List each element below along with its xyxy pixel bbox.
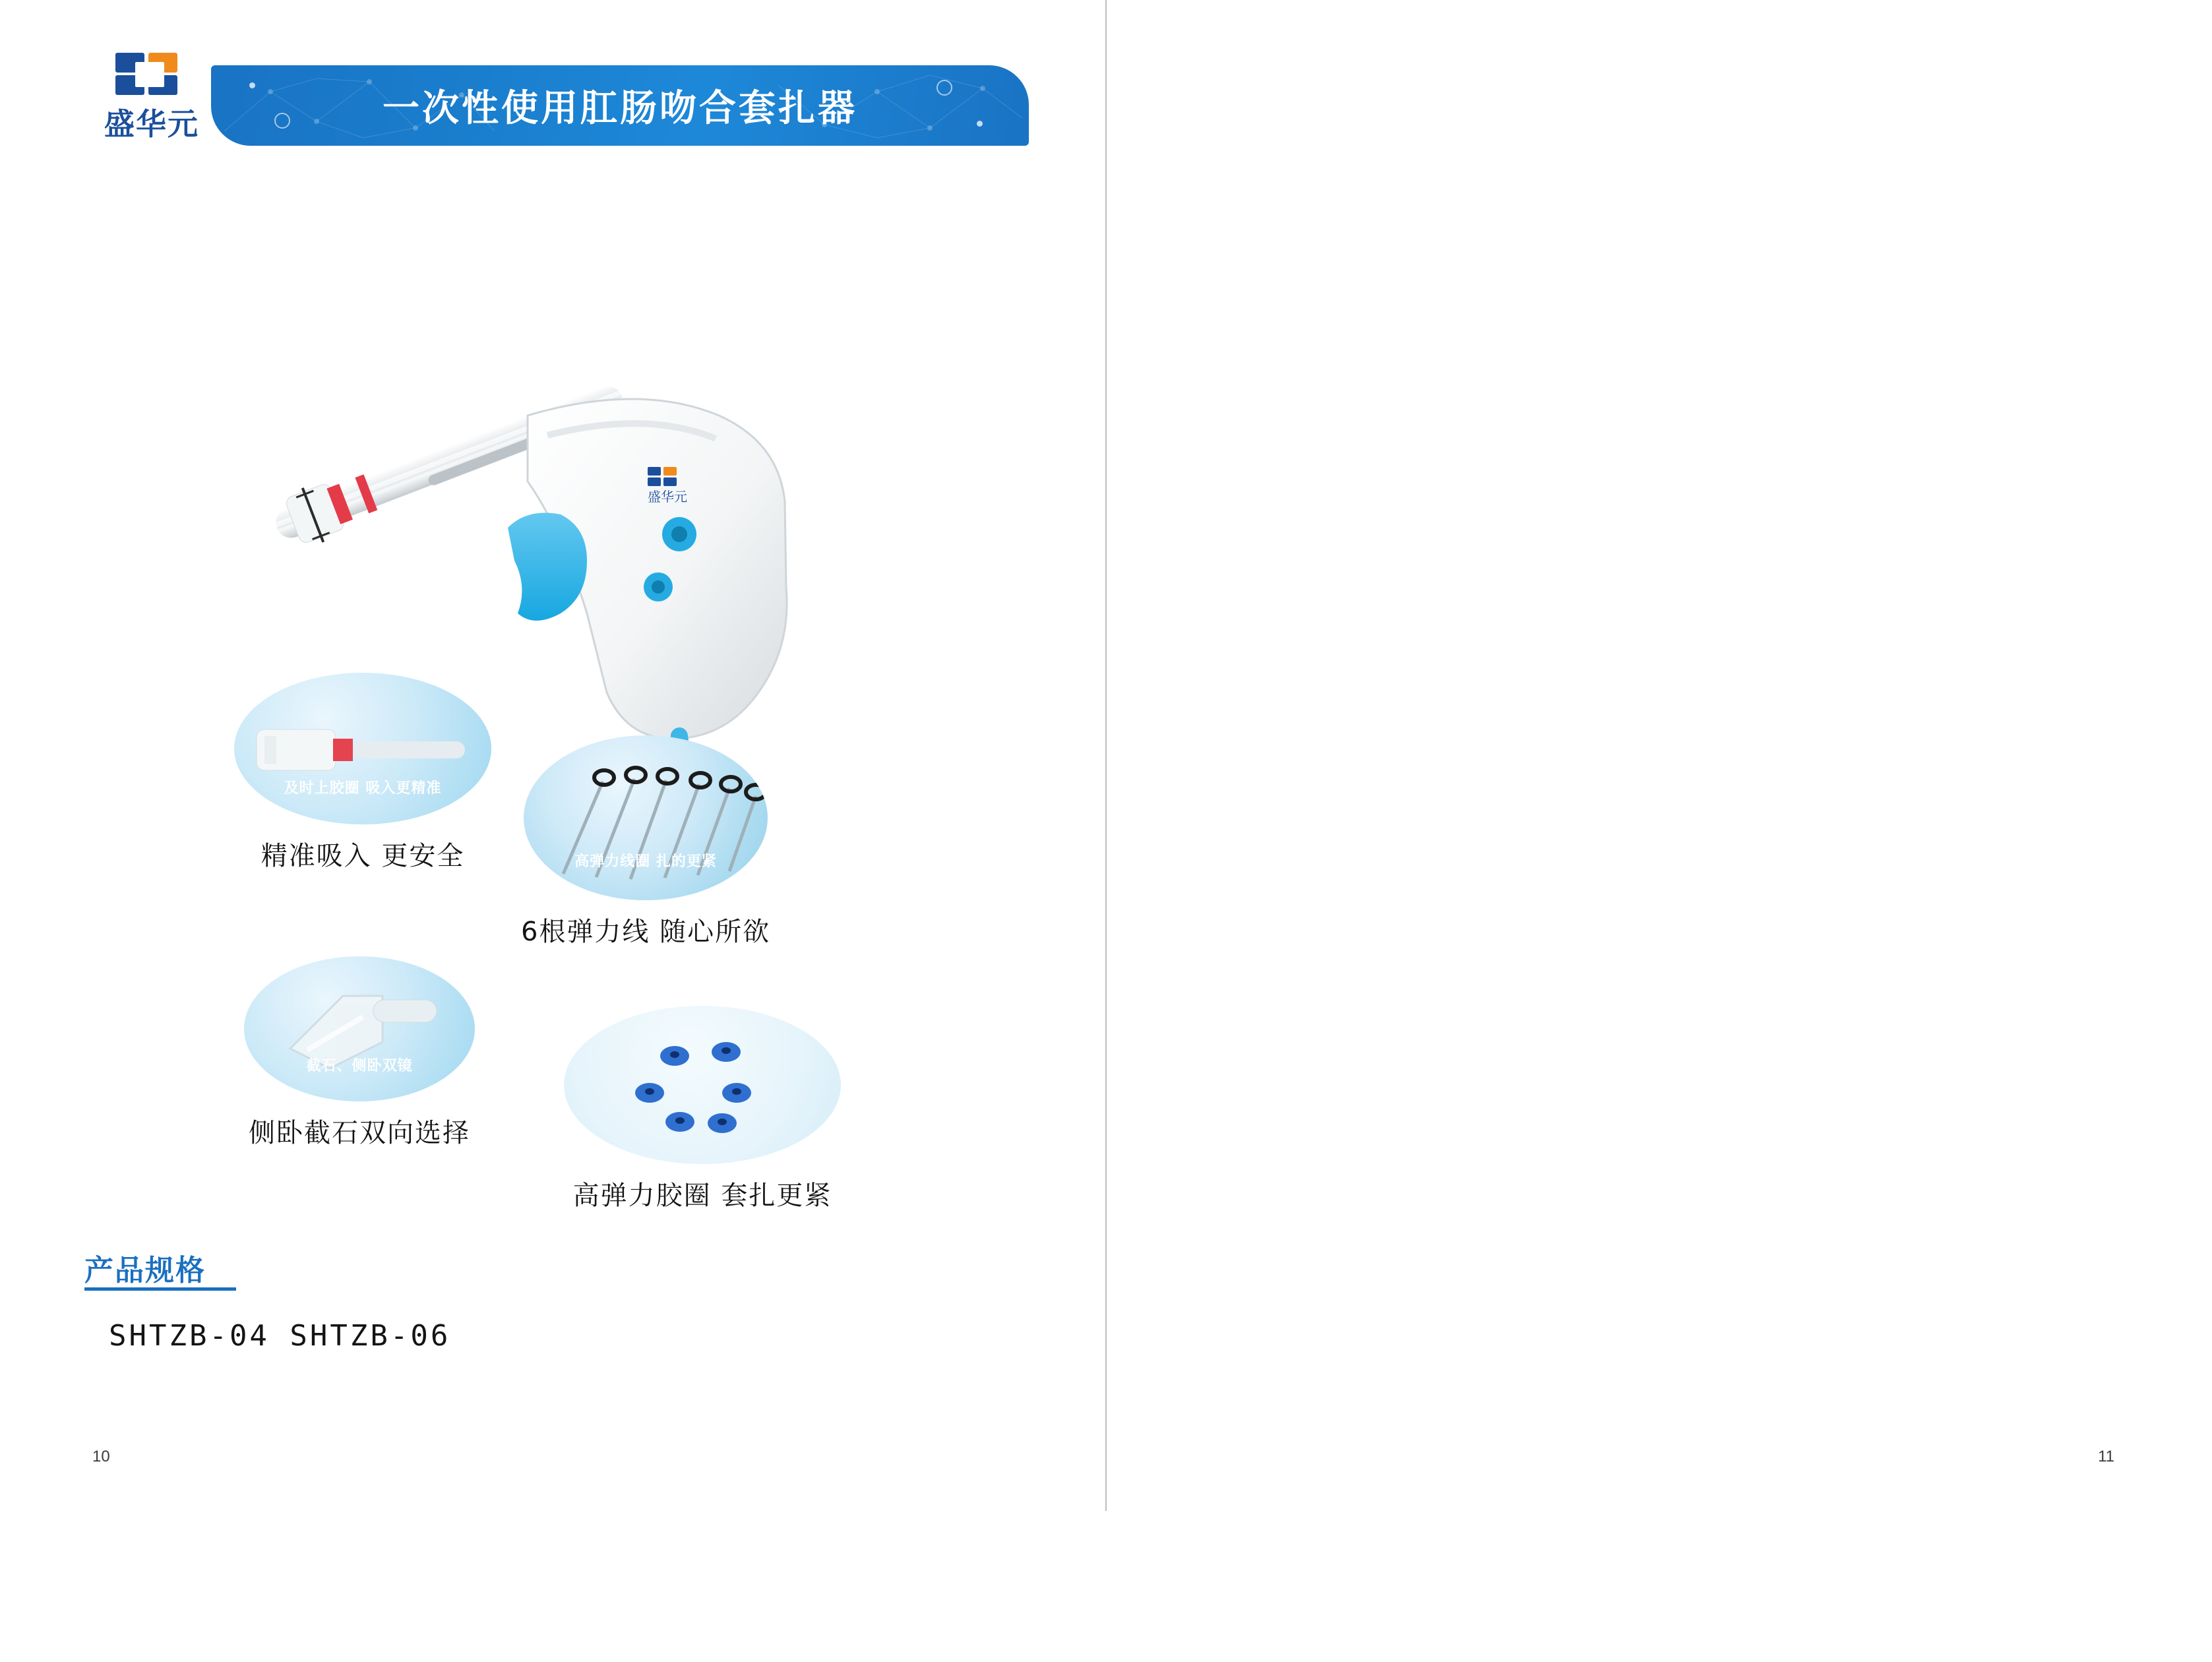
- elastic-threads-icon: [524, 735, 768, 900]
- feature-caption-3: 截石、侧卧双镜: [306, 1058, 413, 1075]
- feature-card-2: [521, 735, 770, 948]
- header-left: [92, 53, 1029, 158]
- svg-text:盛华元: 盛华元: [648, 489, 687, 505]
- page-gutter-divider: [1105, 0, 1107, 1511]
- company-logo-icon: [92, 53, 211, 158]
- spec-value: SHTZB-04 SHTZB-06: [109, 1319, 451, 1353]
- feature-label-2: 6根弹力线 随心所欲: [521, 917, 771, 947]
- feature-image-2: [524, 735, 768, 900]
- page-number-left: 10: [92, 1448, 110, 1465]
- feature-label-3: 侧卧截石双向选择: [249, 1118, 470, 1148]
- feature-label-1: 精准吸入 更安全: [261, 841, 465, 871]
- feature-card-1: [234, 673, 491, 873]
- page-left: [0, 0, 1106, 1511]
- feature-caption-2: 高弹力线圈 扎的更紧: [574, 853, 717, 870]
- feature-image-4: [564, 1006, 841, 1164]
- logo-mark-icon: [115, 53, 188, 96]
- banner-title: 一次性使用肛肠吻合套扎器: [383, 87, 857, 130]
- feature-label-4: 高弹力胶圈 套扎更紧: [572, 1181, 832, 1211]
- feature-image-1: [234, 673, 491, 824]
- feature-card-3: [244, 956, 475, 1150]
- page-right: [1106, 0, 2212, 1511]
- feature-image-3: [244, 956, 475, 1101]
- feature-card-4: [564, 1006, 841, 1212]
- spec-title: 产品规格: [84, 1246, 206, 1289]
- page-number-right: 11: [2098, 1448, 2114, 1465]
- rubber-bands-icon: [564, 1006, 841, 1164]
- suction-tip-icon: [234, 673, 491, 824]
- page-title-banner: [211, 65, 1029, 146]
- feature-caption-1: 及时上胶圈 吸入更精准: [284, 780, 442, 797]
- brand-name: 盛华元: [104, 106, 199, 142]
- anoscope-icon: [244, 956, 475, 1101]
